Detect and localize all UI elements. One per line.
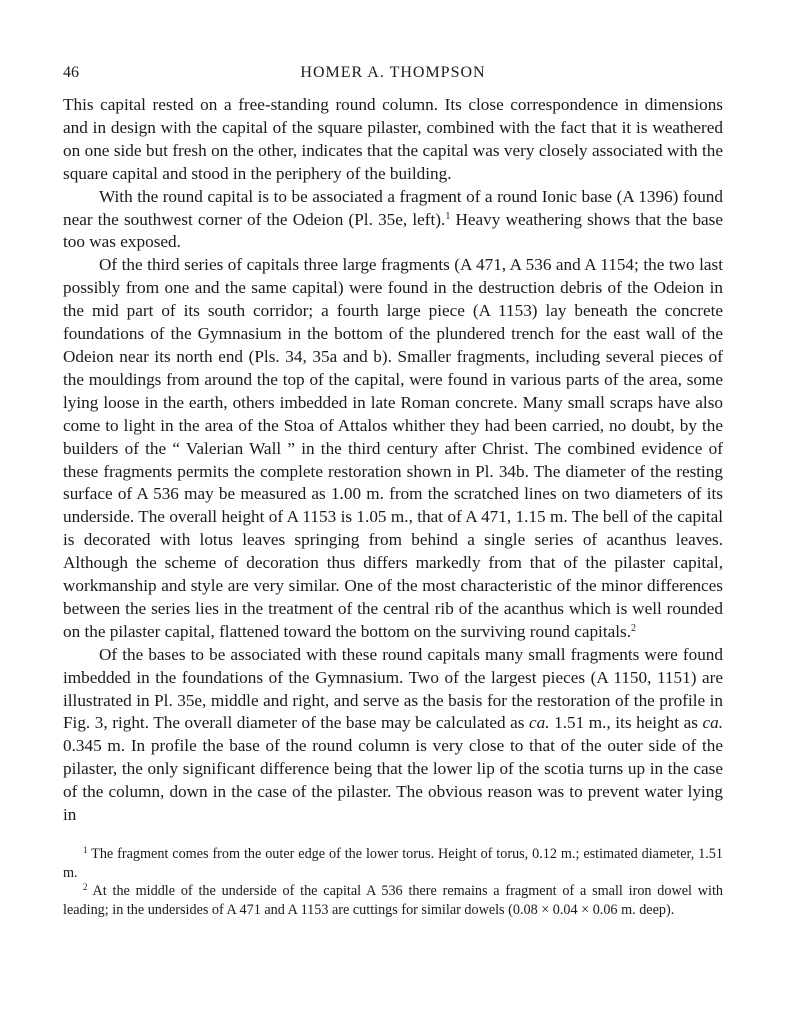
footnote-1-mark: 1 [83,845,88,855]
paragraph-2-text: With the round capital is to be associated a fragment of a round Ionic base (A 1396) found near the southwest corner of the Odeion (Pl. 35e, left). [63,186,723,229]
paragraph-4-text-b: 1.51 m., its height as [549,713,703,733]
body-text [63,94,723,827]
footnote-2-text: At the middle of the underside of the capital A 536 there remains a fragment of a small iron dowel with leading; in the undersides of A 471 and A 1153 are cuttings for similar dowels (0.08 × 0.04 × 0.06 m. deep). [63,883,723,918]
paragraph-4-circa-1: ca. [529,713,550,733]
paragraph-2 [63,186,723,255]
footnote-1-text: The fragment comes from the outer edge of the lower torus. Height of torus, 0.12 m.; estimated diameter, 1.51 m. [63,846,723,881]
page-number: 46 [63,64,79,81]
paragraph-4-text: Of the bases to be associated with these round capitals many small fragments were found imbedded in the foundations of the Gymnasium. Two of the largest pieces (A 1150, 1151) are illustrated in Pl. 35e, middle and right, and serve as the basis for the restoration of the profile in Fig. 3, right. The overall diameter of the base may be calculated as [63,644,723,733]
footnote-2-mark: 2 [83,882,88,892]
page-header [63,60,723,86]
paragraph-3 [63,254,723,643]
running-head: HOMER A. THOMPSON [300,64,486,81]
paragraph-2-text-cont: Heavy weathering shows that the base too was exposed. [63,209,723,252]
paragraph-4-circa-2: ca. [702,713,723,733]
footnote-1 [63,845,723,882]
paragraph-4-text-c: 0.345 m. In profile the base of the round column is very close to that of the outer side of the pilaster, the only significant difference being that the lower lip of the scotia turns up in the case of the column, down in the case of the pilaster. The obvious reason was to prevent water lying in [63,736,723,825]
footnote-2 [63,882,723,919]
paragraph-1: This capital rested on a free-standing round column. Its close correspondence in dimensions and in design with the capital of the square pilaster, combined with the fact that it is weathered on one side but fresh on the other, indicates that the capital was very closely associated with the square capital and stood in the periphery of the building. [63,95,723,183]
footnotes [63,845,723,919]
paragraph-3-text: Of the third series of capitals three large fragments (A 471, A 536 and A 1154; the two last possibly from one and the same capital) were found in the destruction debris of the Odeion in the mid part of its south corridor; a fourth large piece (A 1153) lay beneath the concrete foundations of the Gymnasium in the bottom of the plundered trench for the east wall of the Odeion near its north end (Pls. 34, 35a and b). Smaller fragments, including several pieces of the mouldings from around the top of the capital, were found in various parts of the area, some lying loose in the earth, others imbedded in late Roman concrete. Many small scraps have also come to light in the area of the Stoa of Attalos whither they had been carried, no doubt, by the builders of the “ Valerian Wall ” in the third century after Christ. The combined evidence of these fragments permits the complete restoration shown in Pl. 34b. The diameter of the resting surface of A 536 may be measured as 1.00 m. from the scratched lines on two diameters of its underside. The overall height of A 1153 is 1.05 m., that of A 471, 1.15 m. The bell of the capital is decorated with lotus leaves springing from behind a single series of acanthus leaves. Although the scheme of decoration thus differs markedly from that of the pilaster capital, workmanship and style are very similar. One of the most characteristic of the minor differences between the series lies in the treatment of the central rib of the acanthus which is well rounded on the pilaster capital, flattened toward the bottom on the surviving round capitals. [63,255,723,641]
footnote-ref-2: 2 [631,622,636,634]
document-page [63,60,723,919]
paragraph-4 [63,644,723,827]
footnote-ref-1: 1 [445,210,451,222]
